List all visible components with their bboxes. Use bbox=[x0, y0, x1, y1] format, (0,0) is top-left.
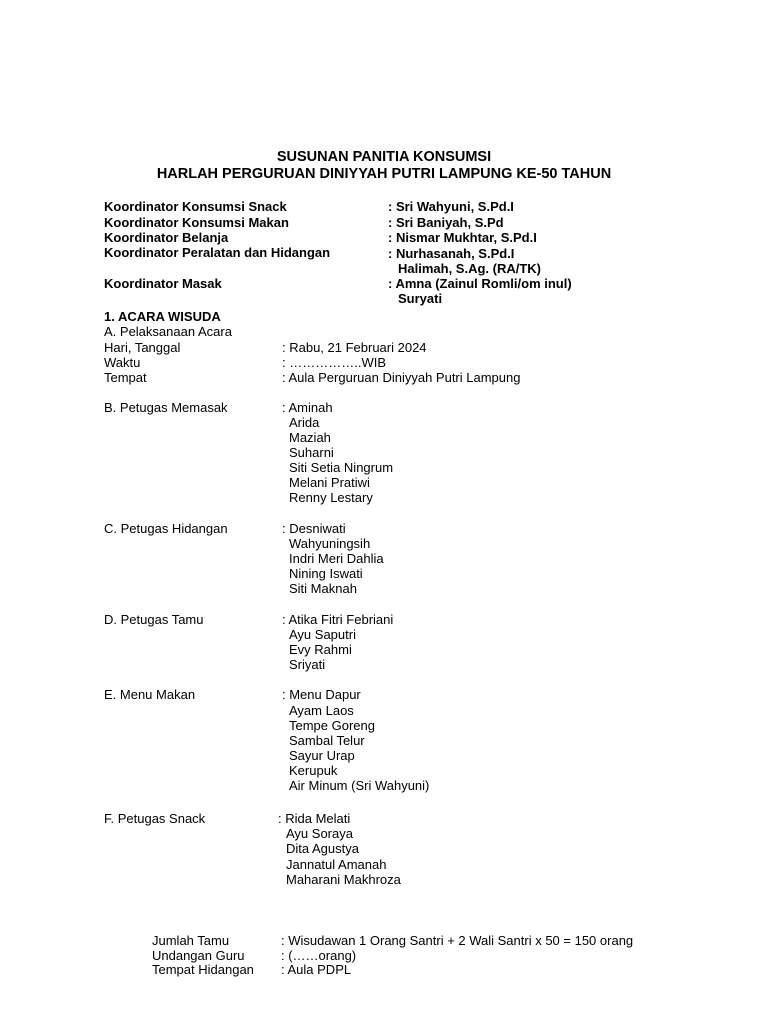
document-subtitle: HARLAH PERGURUAN DINIYYAH PUTRI LAMPUNG KE-50 TAHUN bbox=[156, 166, 612, 182]
list-item: Nining Iswati bbox=[289, 566, 363, 581]
list-item: Siti Setia Ningrum bbox=[289, 460, 394, 475]
menu-label: E. Menu Makan bbox=[104, 687, 196, 702]
subsection-a-heading: A. Pelaksanaan Acara bbox=[104, 324, 232, 339]
event-day-label: Hari, Tanggal bbox=[104, 340, 181, 355]
list-item: Renny Lestary bbox=[289, 490, 373, 505]
event-place-label: Tempat bbox=[104, 370, 147, 385]
list-item: Sriyati bbox=[289, 657, 326, 672]
list-item: Ayu Soraya bbox=[286, 826, 353, 841]
list-item: Suharni bbox=[289, 445, 334, 460]
cooking-staff-label: B. Petugas Memasak bbox=[104, 400, 228, 415]
list-item: Maharani Makhroza bbox=[286, 872, 401, 887]
coordinator-value: : Sri Wahyuni, S.Pd.I bbox=[388, 199, 514, 214]
coordinator-value: : Sri Baniyah, S.Pd bbox=[388, 215, 504, 230]
list-item: Ayam Laos bbox=[289, 703, 354, 718]
list-item: Arida bbox=[289, 415, 320, 430]
list-item: Siti Maknah bbox=[289, 581, 357, 596]
list-item: Jannatul Amanah bbox=[286, 857, 387, 872]
coordinator-value: : Nismar Mukhtar, S.Pd.I bbox=[388, 230, 537, 245]
list-item: Wahyuningsih bbox=[289, 536, 371, 551]
section-heading: 1. ACARA WISUDA bbox=[104, 309, 221, 324]
teacher-invite-label: Undangan Guru bbox=[152, 948, 245, 963]
guest-count-value: : Wisudawan 1 Orang Santri + 2 Wali Santri x 50 = 150 orang bbox=[281, 933, 634, 948]
list-item: Maziah bbox=[289, 430, 331, 445]
serving-staff-label: C. Petugas Hidangan bbox=[104, 521, 228, 536]
list-item: Sambal Telur bbox=[289, 733, 365, 748]
event-day-value: : Rabu, 21 Februari 2024 bbox=[282, 340, 427, 355]
coordinator-label: Koordinator Konsumsi Snack bbox=[104, 199, 287, 214]
event-place-value: : Aula Perguruan Diniyyah Putri Lampung bbox=[282, 370, 521, 385]
list-item: Ayu Saputri bbox=[289, 627, 356, 642]
coordinator-value-extra: Halimah, S.Ag. (RA/TK) bbox=[398, 261, 542, 276]
list-item: : Aminah bbox=[282, 400, 333, 415]
coordinator-label: Koordinator Konsumsi Makan bbox=[104, 215, 289, 230]
coordinator-label: Koordinator Belanja bbox=[104, 230, 229, 245]
serving-place-label: Tempat Hidangan bbox=[152, 962, 254, 977]
list-item: Sayur Urap bbox=[289, 748, 355, 763]
document-title: SUSUNAN PANITIA KONSUMSI bbox=[276, 149, 492, 165]
list-item: : Rida Melati bbox=[278, 811, 351, 826]
event-time-value: : ……………..WIB bbox=[282, 355, 386, 370]
list-item: Indri Meri Dahlia bbox=[289, 551, 384, 566]
list-item: : Menu Dapur bbox=[282, 687, 361, 702]
list-item: Tempe Goreng bbox=[289, 718, 375, 733]
list-item: Melani Pratiwi bbox=[289, 475, 370, 490]
list-item: Dita Agustya bbox=[286, 841, 359, 856]
list-item: Evy Rahmi bbox=[289, 642, 352, 657]
guest-staff-label: D. Petugas Tamu bbox=[104, 612, 204, 627]
snack-staff-label: F. Petugas Snack bbox=[104, 811, 206, 826]
coordinator-value: : Nurhasanah, S.Pd.I bbox=[388, 246, 515, 261]
coordinator-value-extra: Suryati bbox=[398, 291, 443, 306]
coordinator-label: Koordinator Masak bbox=[104, 276, 222, 291]
guest-count-label: Jumlah Tamu bbox=[152, 933, 230, 948]
coordinator-label: Koordinator Peralatan dan Hidangan bbox=[104, 245, 331, 260]
list-item: Kerupuk bbox=[289, 763, 338, 778]
event-time-label: Waktu bbox=[104, 355, 141, 370]
serving-place-value: : Aula PDPL bbox=[281, 962, 352, 977]
list-item: : Atika Fitri Febriani bbox=[282, 612, 394, 627]
list-item: : Desniwati bbox=[282, 521, 346, 536]
teacher-invite-value: : (……orang) bbox=[281, 948, 357, 963]
list-item: Air Minum (Sri Wahyuni) bbox=[289, 778, 430, 793]
coordinator-value: : Amna (Zainul Romli/om inul) bbox=[388, 276, 572, 291]
